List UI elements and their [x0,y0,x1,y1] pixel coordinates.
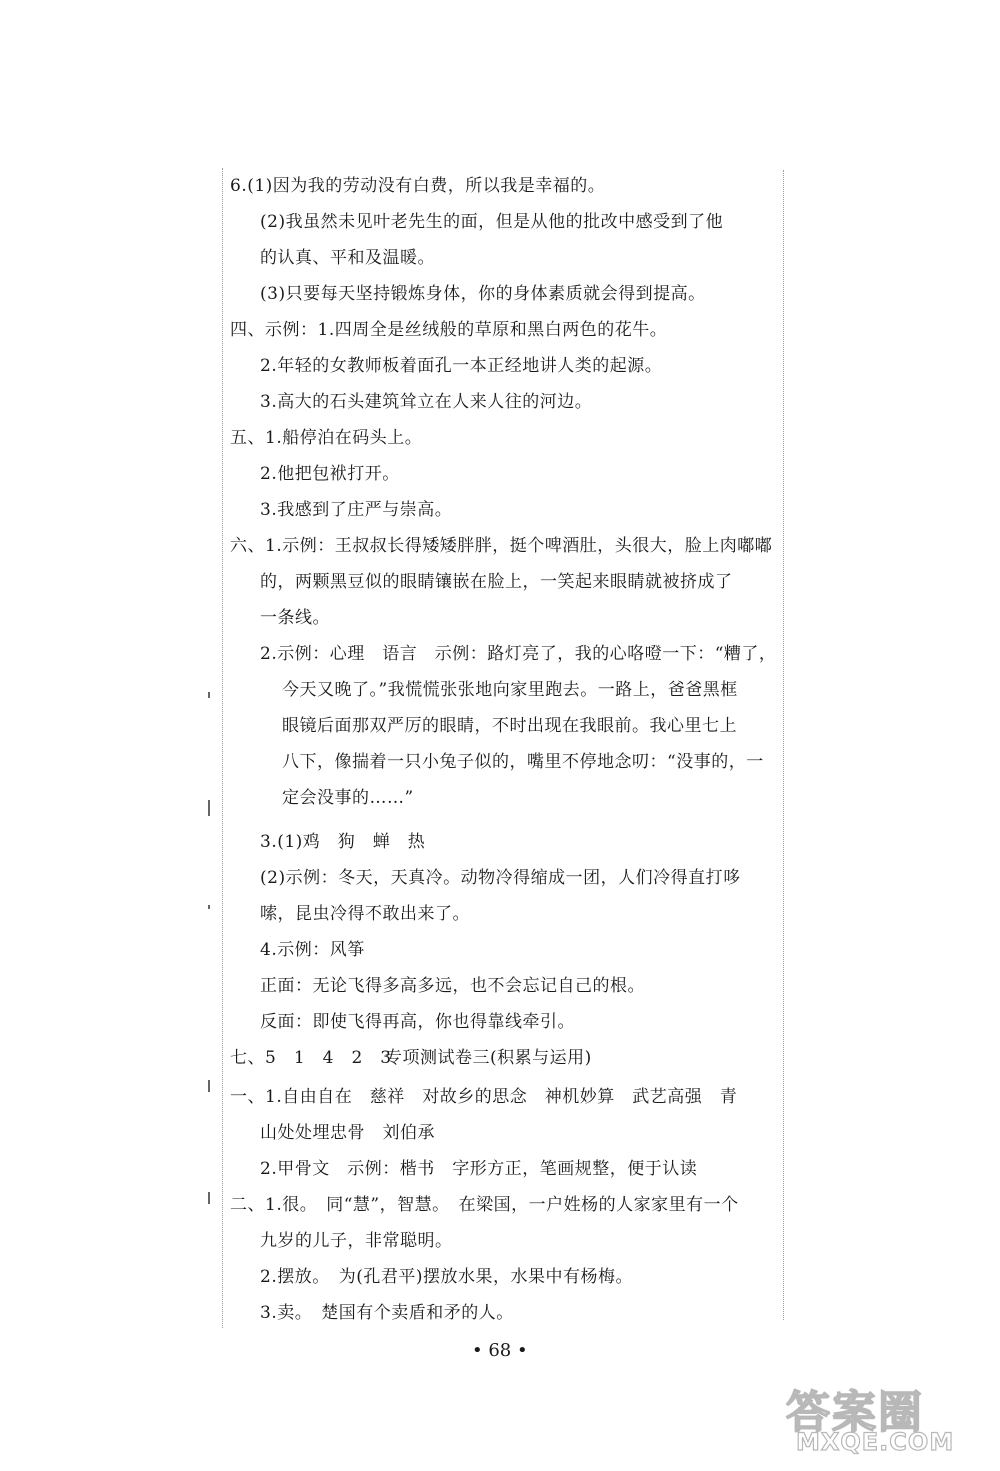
answer-line: 2.示例：心理 语言 示例：路灯亮了，我的心咯噔一下：“糟了， [260,644,777,664]
watermark-logo [786,1376,984,1462]
answer-line: 3.高大的石头建筑耸立在人来人往的河边。 [260,392,593,412]
answer-line: 一、1.自由自在 慈祥 对故乡的思念 神机妙算 武艺高强 青 [230,1087,738,1107]
answer-line: 七、5 1 4 2 3 [230,1048,392,1068]
margin-mark [208,800,210,816]
answer-line: 3.我感到了庄严与崇高。 [260,500,453,520]
answer-line: 今天又晚了。”我慌慌张张地向家里跑去。一路上，爸爸黑框 [282,680,738,700]
answer-line: 的，两颗黑豆似的眼睛镶嵌在脸上，一笑起来眼睛就被挤成了 [260,572,733,592]
answer-line: 山处处埋忠骨 刘伯承 [260,1123,435,1143]
answer-line: (3)只要每天坚持锻炼身体，你的身体素质就会得到提高。 [260,284,706,304]
answer-line: 4.示例：风筝 [260,940,365,960]
answer-line: 6.(1)因为我的劳动没有白费，所以我是幸福的。 [230,176,606,196]
margin-mark [208,1080,210,1092]
answer-line: 3.卖。 楚国有个卖盾和矛的人。 [260,1303,514,1323]
margin-mark [208,905,210,909]
answer-line: 3.(1)鸡 狗 蝉 热 [260,832,426,852]
watermark-text: 答案圈 [786,1387,924,1438]
answer-line: 2.甲骨文 示例：楷书 字形方正，笔画规整，便于认读 [260,1159,698,1179]
section-title: 专项测试卷三(积累与运用) [385,1048,592,1068]
answer-line: 嗦，昆虫冷得不敢出来了。 [260,904,470,924]
answer-line: 九岁的儿子，非常聪明。 [260,1231,453,1251]
answer-line: 四、示例：1.四周全是丝绒般的草原和黑白两色的花牛。 [230,320,668,340]
answer-line: 六、1.示例：王叔叔长得矮矮胖胖，挺个啤酒肚，头很大，脸上肉嘟嘟 [230,536,773,556]
answer-line: (2)我虽然未见叶老先生的面，但是从他的批改中感受到了他 [260,212,724,232]
answer-line: 定会没事的……” [282,788,414,808]
answer-line: 八下，像揣着一只小兔子似的，嘴里不停地念叨：“没事的，一 [282,752,764,772]
answer-line: 2.年轻的女教师板着面孔一本正经地讲人类的起源。 [260,356,663,376]
left-dotted-rule [222,168,223,1328]
right-dotted-rule [783,170,784,1320]
answer-line: 的认真、平和及温暖。 [260,248,435,268]
watermark-url: MXQE.COM [796,1428,955,1456]
answer-line: 反面：即使飞得再高，你也得靠线牵引。 [260,1012,575,1032]
answer-line: 眼镜后面那双严厉的眼睛，不时出现在我眼前。我心里七上 [282,716,737,736]
answer-line: 2.摆放。 为(孔君平)摆放水果，水果中有杨梅。 [260,1267,633,1287]
answer-line: 正面：无论飞得多高多远，也不会忘记自己的根。 [260,976,645,996]
answer-line: 五、1.船停泊在码头上。 [230,428,423,448]
margin-mark [208,692,210,698]
answer-line: 二、1.很。 同“慧”，智慧。 在梁国，一户姓杨的人家家里有一个 [230,1195,739,1215]
page-number: • 68 • [472,1340,528,1361]
answer-line: (2)示例：冬天，天真冷。动物冷得缩成一团，人们冷得直打哆 [260,868,741,888]
answer-line: 2.他把包袱打开。 [260,464,400,484]
margin-mark [208,1192,210,1204]
answer-line: 一条线。 [260,608,330,628]
